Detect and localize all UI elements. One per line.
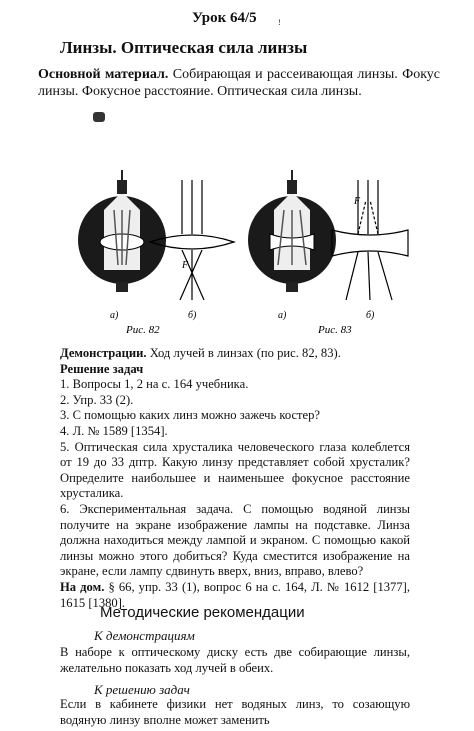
fig82-disk-illustration (78, 170, 166, 292)
task-item: 1. Вопросы 1, 2 на с. 164 учебника. (60, 377, 249, 392)
basic-material-label: Основной материал. (38, 67, 169, 82)
lesson-number: Урок 64/5 (192, 10, 257, 26)
margin-mark: ! (278, 18, 281, 27)
tasks-recommendation-text: Если в кабинете физики нет водяных линз, то созающую водяную линзу вполне может заменить (60, 697, 410, 727)
demo-label: Демонстрации. (60, 346, 147, 360)
fig83-label-b: б) (366, 310, 375, 321)
task-item: 4. Л. № 1589 [1354]. (60, 423, 168, 438)
demo-paragraph (60, 346, 410, 362)
fig82-label-b: б) (188, 310, 197, 321)
task-item: 5. Оптическая сила хрусталика человеческого глаза колеблется от 19 до 33 дптр. Какую линзу представляет собой хрусталик? Определите наибольшее и наименьшее фокусное расстояние хрусталика. (60, 439, 410, 501)
demo-recommendation-text: В наборе к оптическому диску есть две собирающие линзы, желательно показать ход лучей в обеих. (60, 645, 410, 675)
basic-material-paragraph (38, 66, 440, 100)
demo-subheading: К демонстрациям (94, 628, 195, 643)
figures-82-83 (70, 170, 430, 340)
fig82-label-a: а) (110, 310, 119, 321)
fig83-caption: Рис. 83 (318, 324, 352, 336)
ink-smudge (93, 112, 105, 122)
lesson-body (60, 346, 410, 611)
tasks-heading: Решение задач (60, 361, 144, 376)
basic-material-text: Собирающая и рассеивающая линзы. Фокус линзы. Фокусное расстояние. Оптическая сила линзы. (38, 67, 441, 99)
task-item: 6. Экспериментальная задача. С помощью водяной линзы получите на экране изображение лампы на подставке. Линза должна находиться между лампой и экраном. С помощью какой линзы можно этого добиться? Куда сместится изображение на экране, если лампу сдвинуть вверх, вниз, вправо, влево? (60, 501, 410, 579)
recommendations-heading: Методические рекомендации (100, 604, 305, 621)
demo-text: Ход лучей в линзах (по рис. 82, 83). (149, 346, 341, 360)
fig83-focus-label: F (354, 196, 361, 207)
homework-label: На дом. (60, 579, 105, 594)
task-item: 3. С помощью каких линз можно зажечь костер? (60, 408, 321, 423)
page-title: Линзы. Оптическая сила линзы (60, 38, 308, 57)
task-item: 2. Упр. 33 (2). (60, 392, 134, 407)
homework-text: § 66, упр. 33 (1), вопрос 6 на с. 164, Л. № 1612 [1377], 1615 [1380]. (60, 579, 410, 610)
tasks-subheading: К решению задач (94, 682, 190, 697)
fig83-ray-diagram (332, 180, 408, 300)
fig82-focus-label: F (182, 260, 189, 271)
fig83-label-a: а) (278, 310, 287, 321)
fig83-disk-illustration (248, 170, 336, 292)
fig82-caption: Рис. 82 (126, 324, 160, 336)
